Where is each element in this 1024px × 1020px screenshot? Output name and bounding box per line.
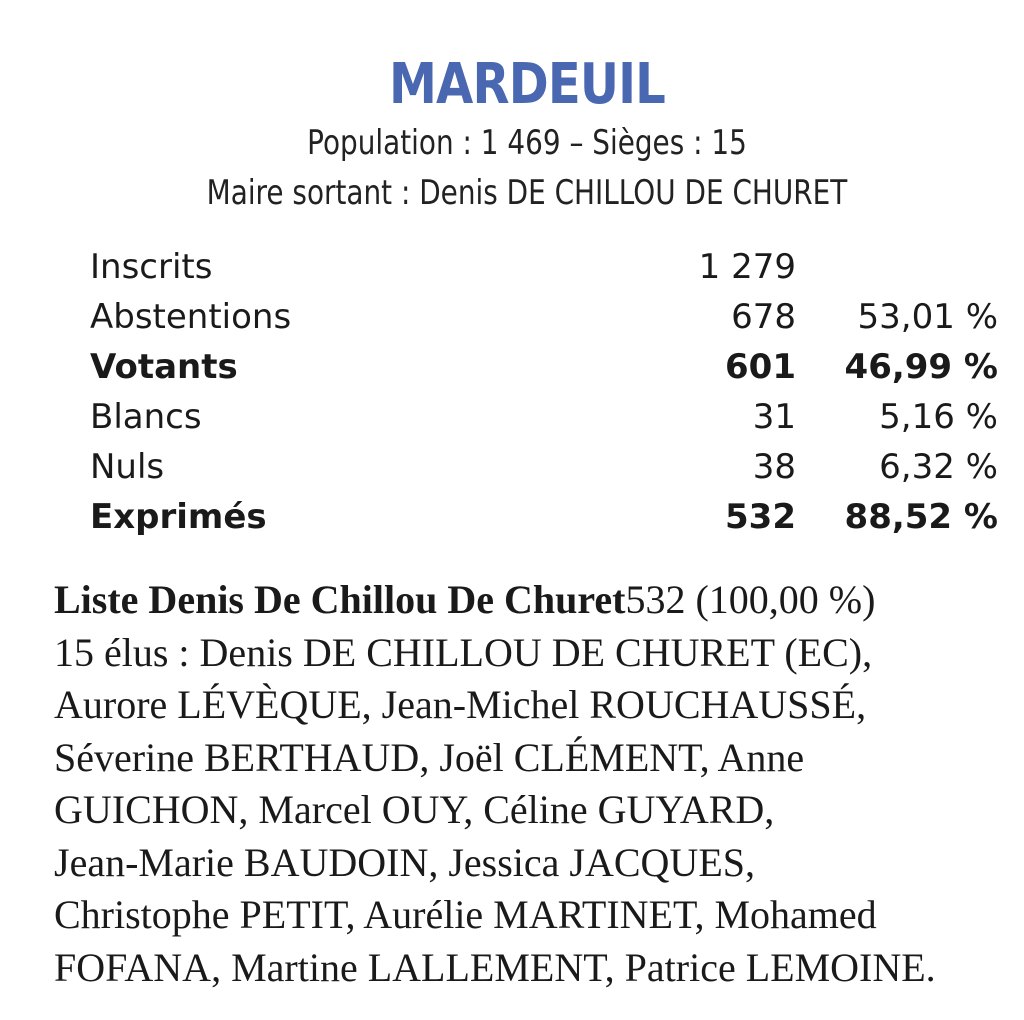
stat-row-blancs	[90, 392, 1002, 442]
elected-line: 15 élus : Denis DE CHILLOU DE CHURET (EC),	[54, 629, 873, 675]
stat-value: 1 279	[698, 247, 796, 287]
commune-title: MARDEUIL	[388, 52, 665, 117]
population-line: Population : 1 469 – Sièges : 15	[307, 123, 747, 163]
list-name: Liste Denis De Chillou De Churet	[54, 577, 626, 622]
stat-row-exprimes	[90, 492, 1002, 542]
stat-row-nuls	[90, 442, 1002, 492]
list-percent: (100,00 %)	[695, 577, 876, 622]
elected-line: Aurore LÉVÈQUE, Jean-Michel ROUCHAUSSÉ,	[54, 682, 867, 727]
stat-value: 31	[752, 397, 796, 437]
stat-row-inscrits	[90, 242, 1002, 292]
stat-row-abstentions	[90, 292, 1002, 342]
elected-line: Séverine BERTHAUD, Joël CLÉMENT, Anne	[54, 734, 805, 780]
stat-value: 678	[731, 297, 796, 337]
stat-label: Blancs	[90, 397, 202, 437]
elected-line: Jean-Marie BAUDOIN, Jessica JACQUES,	[54, 839, 755, 885]
stat-percent: 46,99 %	[844, 347, 998, 387]
stat-percent: 88,52 %	[844, 497, 998, 537]
stat-row-votants	[90, 342, 1002, 392]
stat-value: 532	[725, 497, 796, 537]
elected-line: FOFANA, Martine LALLEMENT, Patrice LEMOINE.	[54, 944, 936, 990]
commune-header	[0, 52, 1024, 218]
stat-percent: 5,16 %	[879, 397, 998, 437]
list-results	[54, 574, 1014, 994]
stat-label: Abstentions	[90, 297, 292, 337]
stat-value: 38	[752, 447, 796, 487]
stat-value: 601	[725, 347, 796, 387]
elected-line: GUICHON, Marcel OUY, Céline GUYARD,	[54, 787, 775, 832]
elected-line: Christophe PETIT, Aurélie MARTINET, Mohamed	[54, 892, 877, 937]
stat-percent: 53,01 %	[857, 297, 998, 337]
outgoing-mayor-line: Maire sortant : Denis DE CHILLOU DE CHURET	[206, 173, 848, 213]
stat-label: Exprimés	[90, 497, 267, 537]
stat-label: Nuls	[90, 447, 165, 487]
stat-percent: 6,32 %	[879, 447, 998, 487]
results-table	[90, 242, 1002, 542]
list-votes: 532	[625, 577, 686, 622]
stat-label: Inscrits	[90, 247, 213, 287]
stat-label: Votants	[90, 347, 238, 387]
list-heading	[54, 574, 1014, 627]
